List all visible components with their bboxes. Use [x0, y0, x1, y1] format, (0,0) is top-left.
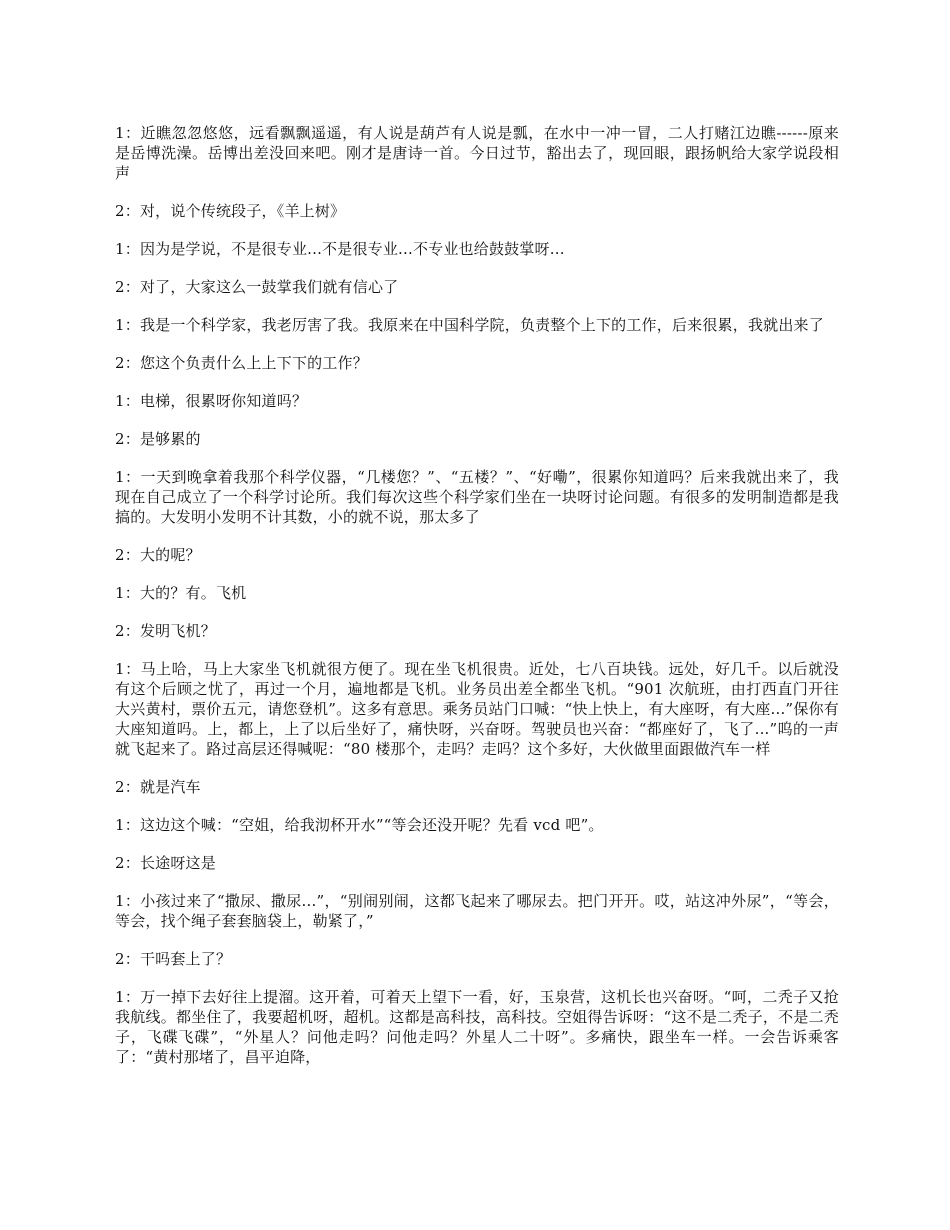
paragraph: 1：万一掉下去好往上提溜。这开着，可着天上望下一看，好，玉泉营，这机长也兴奋呀。“呵，二秃子又抢我航线。都坐住了，我要超机呀，超机。这都是高科技，高科技。空姐得告诉呀：“这不是二秃子，不是二秃子，飞碟飞碟”，“外星人？问他走吗？问他走吗？外星人二十呀”。多痛快，跟坐车一样。一会告诉乘客了：“黄村那堵了，昌平迫降， [115, 988, 839, 1066]
paragraph: 1：这边这个喊：“空姐，给我沏杯开水”“等会还没开呢？先看 vcd 吧”。 [115, 816, 604, 834]
paragraph: 1：近瞧忽忽悠悠，远看飘飘遥遥，有人说是葫芦有人说是瓢，在水中一冲一冒，二人打赌江边瞧------原来是岳博洗澡。岳博出差没回来吧。刚才是唐诗一首。今日过节，豁出去了，现回眼，跟扬帆给大家学说段相声 [115, 124, 839, 182]
document-body [115, 123, 839, 1085]
paragraph: 2：对，说个传统段子，《羊上树》 [115, 202, 346, 220]
paragraph: 1：马上哈，马上大家坐飞机就很方便了。现在坐飞机很贵。近处，七八百块钱。远处，好几千。以后就没有这个后顾之忧了，再过一个月，遍地都是飞机。业务员出差全都坐飞机。“901 次航班，由打西直门开往大兴黄村，票价五元，请您登机”。这多有意思。乘务员站门口喊：“快上快上，有大座呀，有大座...”保你有大座知道吗。上，都上，上了以后坐好了，痛快呀，兴奋呀。驾驶员也兴奋：“都座好了，飞了...”呜的一声就飞起来了。路过高层还得喊呢：“80 楼那个，走吗？走吗？这个多好，大伙做里面跟做汽车一样 [115, 660, 839, 758]
paragraph: 2：对了，大家这么一鼓掌我们就有信心了 [115, 278, 399, 296]
paragraph: 1：我是一个科学家，我老厉害了我。我原来在中国科学院，负责整个上下的工作，后来很累，我就出来了 [115, 316, 824, 334]
paragraph: 2：您这个负责什么上上下下的工作？ [115, 354, 368, 372]
paragraph: 2：大的呢？ [115, 546, 201, 564]
paragraph: 2：是够累的 [115, 430, 201, 448]
paragraph: 2：长途呀这是 [115, 854, 216, 872]
paragraph: 2：就是汽车 [115, 778, 201, 796]
paragraph: 1：电梯，很累呀你知道吗？ [115, 392, 308, 410]
paragraph: 1：小孩过来了“撒尿、撒尿...”，“别闹别闹，这都飞起来了哪尿去。把门开开。哎，站这冲外尿”，“等会，等会，找个绳子套套脑袋上，勒紧了，” [115, 892, 839, 930]
paragraph: 2：干吗套上了？ [115, 950, 232, 968]
paragraph: 1：因为是学说，不是很专业...不是很专业...不专业也给鼓鼓掌呀... [115, 240, 565, 258]
paragraph: 1：大的？有。飞机 [115, 584, 247, 602]
paragraph: 1：一天到晚拿着我那个科学仪器，“几楼您？”、“五楼？”、“好嘞”，很累你知道吗？后来我就出来了，我现在自己成立了一个科学讨论所。我们每次这些个科学家们坐在一块呀讨论问题。有很多的发明制造都是我搞的。大发明小发明不计其数，小的就不说，那太多了 [115, 468, 839, 526]
paragraph: 2：发明飞机？ [115, 622, 216, 640]
